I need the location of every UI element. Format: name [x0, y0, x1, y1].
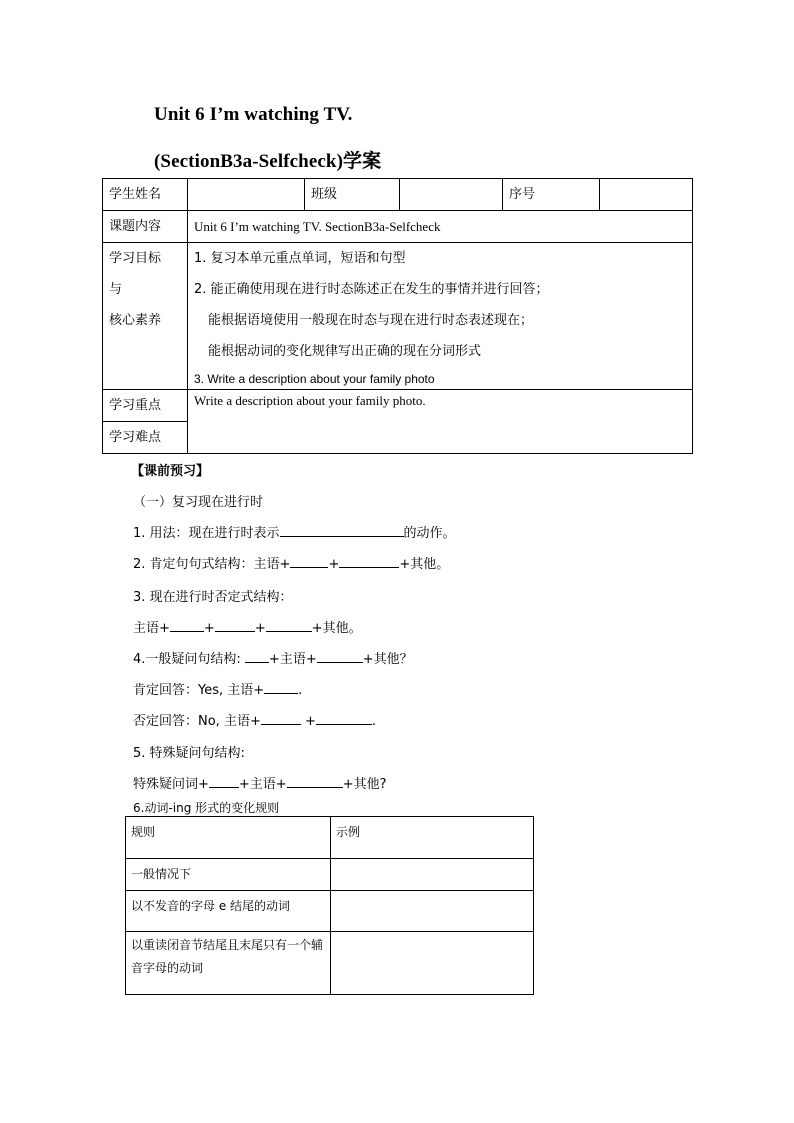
q2-text-b: +: [328, 557, 340, 572]
review-subheading: （一）复习现在进行时: [133, 495, 264, 510]
class-label: 班级: [305, 179, 400, 211]
goal-item: 能根据动词的变化规律写出正确的现在分词形式: [208, 344, 482, 359]
neg-blank-2[interactable]: [316, 712, 372, 725]
q1-blank[interactable]: [280, 524, 404, 537]
rules-header-rule: 规则: [126, 817, 331, 859]
q2-blank-1[interactable]: [290, 555, 328, 568]
neg-text-a: 否定回答：No, 主语+: [133, 714, 261, 729]
neg-text-b: +: [300, 714, 316, 729]
q4-text-c: +其他？: [362, 652, 413, 667]
goal-item: 1. 复习本单元重点单词，短语和句型: [194, 251, 406, 266]
rule-example-cell[interactable]: [331, 891, 534, 932]
q4-text-b: +主语+: [268, 652, 317, 667]
q3-text-b: +: [203, 621, 215, 636]
seat-cell[interactable]: [600, 179, 693, 211]
rules-header-example: 示例: [331, 817, 534, 859]
q5-blank-1[interactable]: [209, 775, 239, 788]
difficulty-label: 学习难点: [103, 422, 188, 454]
question-5: 5. 特殊疑问句结构:: [133, 746, 245, 761]
student-name-label: 学生姓名: [103, 179, 188, 211]
ing-rules-table: [125, 816, 534, 995]
key-label: 学习重点: [103, 390, 188, 422]
topic-label: 课题内容: [103, 211, 188, 243]
q2-text-a: 2. 肯定句句式结构：主语+: [133, 557, 291, 572]
q1-text-b: 的动作。: [403, 526, 456, 541]
q3-blank-3[interactable]: [266, 619, 312, 632]
question-4: [133, 648, 413, 667]
rule-row-label: 一般情况下: [126, 859, 331, 891]
positive-answer: [133, 679, 302, 698]
goals-label-line: 与: [109, 282, 123, 297]
pos-text-b: .: [298, 683, 303, 698]
q5-text-c: +其他?: [342, 777, 387, 792]
topic-value: Unit 6 I’m watching TV. SectionB3a-Selfcheck: [188, 211, 693, 243]
q4-text-a: 4.一般疑问句结构:: [133, 652, 245, 667]
q5-blank-2[interactable]: [287, 775, 343, 788]
preview-heading: 【课前预习】: [131, 464, 210, 479]
q2-text-c: +其他。: [399, 557, 450, 572]
q4-blank-2[interactable]: [317, 650, 363, 663]
question-6: 6.动词-ing 形式的变化规则: [133, 801, 280, 815]
goal-item: 能根据语境使用一般现在时态与现在进行时态表述现在；: [208, 313, 534, 328]
q1-text-a: 1. 用法：现在进行时表示: [133, 526, 280, 541]
key-value: Write a description about your family photo.: [188, 390, 693, 454]
title-line-2: (SectionB3a-Selfcheck)学案: [154, 151, 382, 172]
question-1: [133, 522, 456, 541]
rule-example-cell[interactable]: [331, 932, 534, 995]
info-table: [102, 178, 693, 454]
q3-blank-2[interactable]: [215, 619, 255, 632]
goals-content: [188, 243, 693, 390]
question-3: 3. 现在进行时否定式结构：: [133, 590, 293, 605]
q3-text-a: 主语+: [133, 621, 170, 636]
question-2: [133, 553, 449, 572]
q5-text-b: +主语+: [238, 777, 287, 792]
seat-label: 序号: [503, 179, 600, 211]
q3-blank-1[interactable]: [170, 619, 204, 632]
neg-blank-1[interactable]: [261, 712, 301, 725]
question-3-structure: [133, 617, 362, 636]
goals-label: [103, 243, 188, 390]
pos-text-a: 肯定回答：Yes, 主语+: [133, 683, 265, 698]
neg-text-c: .: [371, 714, 377, 729]
goals-label-line: 学习目标: [109, 251, 162, 266]
q3-text-d: +其他。: [311, 621, 362, 636]
q4-blank-1[interactable]: [245, 650, 269, 663]
title-line-1: Unit 6 I’m watching TV.: [154, 104, 353, 125]
rule-example-cell[interactable]: [331, 859, 534, 891]
goals-label-line: 核心素养: [109, 313, 162, 328]
negative-answer: [133, 710, 376, 729]
rule-row-label: 以不发音的字母 e 结尾的动词: [126, 891, 331, 932]
class-cell[interactable]: [400, 179, 503, 211]
student-name-cell[interactable]: [188, 179, 305, 211]
goal-item: 2. 能正确使用现在进行时态陈述正在发生的事情并进行回答；: [194, 282, 549, 297]
goal-item: 3. Write a description about your family photo: [194, 372, 435, 386]
q5-text-a: 特殊疑问词+: [133, 777, 209, 792]
question-5-structure: [133, 773, 387, 792]
pos-blank[interactable]: [264, 681, 298, 694]
q3-text-c: +: [254, 621, 266, 636]
q2-blank-2[interactable]: [339, 555, 399, 568]
rule-row-label: 以重读闭音节结尾且末尾只有一个辅音字母的动词: [126, 932, 331, 995]
